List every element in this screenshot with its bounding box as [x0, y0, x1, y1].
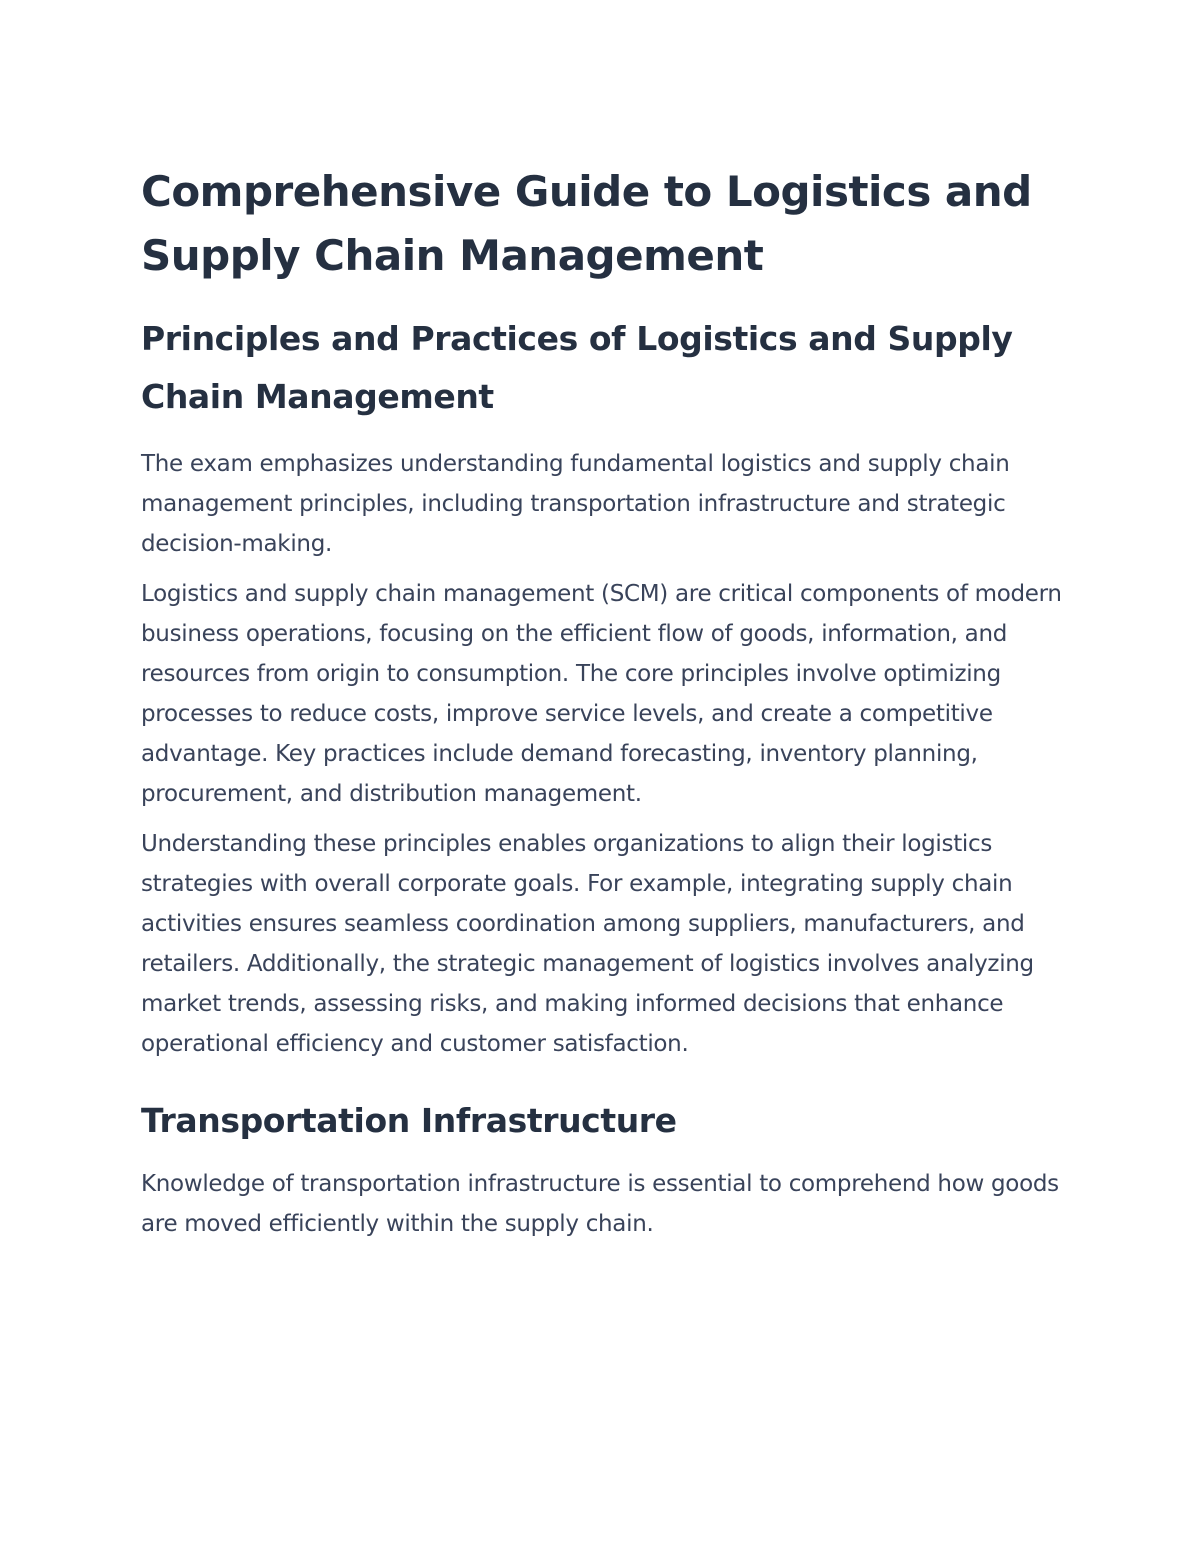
- paragraph-transportation-knowledge: Knowledge of transportation infrastructure is essential to comprehend how goods are moved efficiently within the supply chain.: [141, 1171, 1059, 1237]
- section-heading-transportation: Transportation Infrastructure: [141, 1101, 677, 1140]
- section-transportation: [141, 1092, 1071, 1244]
- paragraph-exam-emphasis: The exam emphasizes understanding fundamental logistics and supply chain management principles, including transportation infrastructure and strategic decision-making.: [141, 451, 1010, 557]
- document-title: Comprehensive Guide to Logistics and Supply Chain Management: [141, 167, 1032, 280]
- document-page: [141, 160, 1071, 1254]
- paragraph-strategy-alignment: Understanding these principles enables organizations to align their logistics strategies with overall corporate goals. For example, integrating supply chain activities ensures seamless coordination among suppliers, manufacturers, and retailers. Additionally, the strategic management of logistics involves analyzing market trends, assessing risks, and making informed decisions that enhance operational efficiency and customer satisfaction.: [141, 831, 1034, 1057]
- paragraph-scm-overview: Logistics and supply chain management (SCM) are critical components of modern business operations, focusing on the efficient flow of goods, information, and resources from origin to consumption. The core principles involve optimizing processes to reduce costs, improve service levels, and create a competitive advantage. Key practices include demand forecasting, inventory planning, procurement, and distribution management.: [141, 581, 1062, 807]
- section-heading-principles: Principles and Practices of Logistics and Supply Chain Management: [141, 319, 1013, 416]
- section-principles: [141, 310, 1071, 1064]
